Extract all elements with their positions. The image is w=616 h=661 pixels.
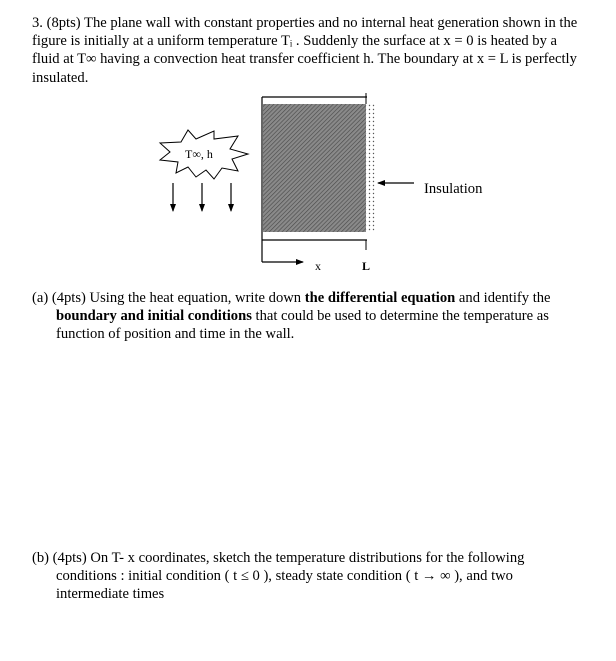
part-a-bold-conditions: boundary and initial conditions	[56, 308, 252, 325]
problem-line-1: 3. (8pts) The plane wall with constant properties and no internal heat generation shown in the	[32, 15, 578, 31]
problem-line-2: figure is initially at a uniform temperature Tᵢ . Suddenly the surface at x = 0 is heated by a	[32, 33, 558, 50]
part-b	[32, 549, 592, 604]
problem-line-3: fluid at T∞ having a convection heat transfer coefficient h. The boundary at x = L is perfectly	[32, 51, 577, 68]
part-a-line-2	[32, 307, 592, 325]
part-a-mid: and identify the	[455, 290, 551, 306]
insulation-label: Insulation	[424, 181, 483, 197]
x-axis-label: x	[315, 259, 321, 273]
fluid-label: T∞, h	[185, 147, 213, 161]
wall-body	[263, 104, 366, 232]
L-label: L	[362, 259, 371, 273]
part-a-line-3: function of position and time in the wall.	[56, 326, 295, 343]
problem-line-4: insulated.	[32, 69, 89, 86]
part-a-after-bold: that could be used to determine the temperature as	[251, 308, 549, 325]
part-b-line-3: intermediate times	[56, 586, 165, 603]
part-a-bold-differential-equation: the differential equation	[304, 290, 456, 306]
part-b-line-1: (b) (4pts) On T- x coordinates, sketch the temperature distributions for the following	[32, 550, 525, 566]
insulation-strip	[366, 104, 375, 232]
part-b-line-2: conditions : initial condition ( t ≤ 0 ), steady state condition ( t → ∞ ), and two	[56, 568, 513, 585]
part-a-prefix: (a) (4pts) Using the heat equation, write down	[32, 290, 305, 306]
part-a	[32, 289, 592, 344]
